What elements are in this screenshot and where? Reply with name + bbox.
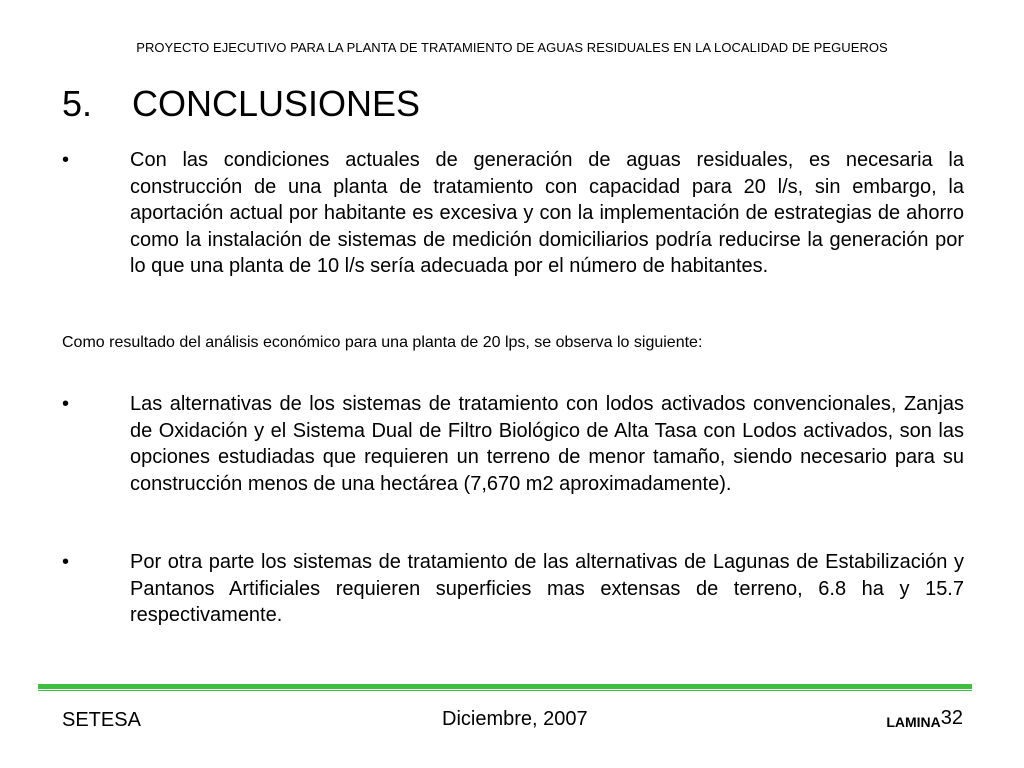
bullet-item bbox=[62, 549, 964, 629]
document-header: PROYECTO EJECUTIVO PARA LA PLANTA DE TRATAMIENTO DE AGUAS RESIDUALES EN LA LOCALIDAD DE PEGUEROS bbox=[136, 40, 888, 55]
bullet-icon: • bbox=[62, 149, 70, 171]
footer-page bbox=[886, 707, 963, 730]
bullet-icon: • bbox=[62, 551, 70, 573]
footer-company: SETESA bbox=[62, 709, 141, 731]
footer-divider bbox=[38, 684, 972, 689]
bullet-text: Con las condiciones actuales de generación de aguas residuales, es necesaria la construcción de una planta de tratamiento con capacidad para 20 l/s, sin embargo, la aportación actual por habitante es excesiva y con la implementación de estrategias de ahorro como la instalación de sistemas de medición domiciliarios podría reducirse la generación por lo que una planta de 10 l/s sería adecuada por el número de habitantes. bbox=[130, 149, 964, 277]
page-number: 32 bbox=[940, 707, 963, 729]
analysis-note: Como resultado del análisis económico para una planta de 20 lps, se observa lo siguiente: bbox=[62, 334, 703, 351]
section-title bbox=[62, 82, 420, 126]
bullet-text: Por otra parte los sistemas de tratamiento de las alternativas de Lagunas de Estabilización y Pantanos Artificiales requieren superficies mas extensas de terreno, 6.8 ha y 15.7 respectivamente. bbox=[130, 551, 964, 626]
bullet-text: Las alternativas de los sistemas de tratamiento con lodos activados convencionales, Zanjas de Oxidación y el Sistema Dual de Filtro Biológico de Alta Tasa con Lodos activados, son las opciones estudiadas que requieren un terreno de menor tamaño, siendo necesario para su construcción menos de una hectárea (7,670 m2 aproximadamente). bbox=[130, 393, 964, 495]
bullet-item bbox=[62, 147, 964, 280]
footer-divider-thin bbox=[38, 690, 972, 691]
footer-date: Diciembre, 2007 bbox=[442, 708, 588, 730]
section-title-text: CONCLUSIONES bbox=[132, 83, 421, 124]
bullet-item bbox=[62, 391, 964, 497]
lamina-label: LAMINA bbox=[886, 714, 941, 730]
bullet-icon: • bbox=[62, 393, 70, 415]
section-number: 5. bbox=[62, 83, 93, 124]
